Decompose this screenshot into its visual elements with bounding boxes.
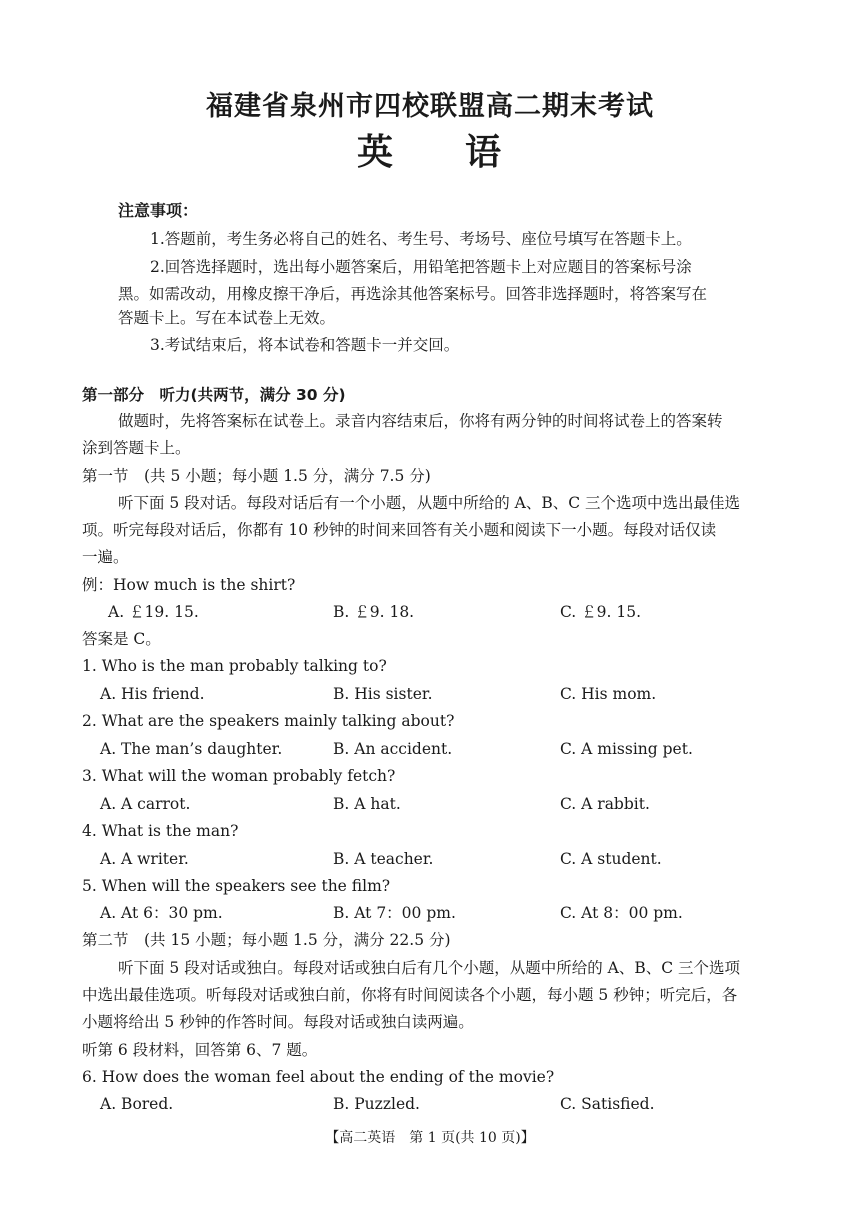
page-footer: 【高二英语 第 1 页(共 10 页)】 — [325, 1130, 535, 1146]
q6-option-b: B. Puzzled. — [333, 1095, 420, 1113]
q2-option-b: B. An accident. — [333, 740, 453, 758]
part1-intro-b: 涂到答题卡上。 — [82, 439, 191, 457]
q2-option-c: C. A missing pet. — [560, 740, 693, 758]
section2-intro-a: 听下面 5 段对话或独白。每段对话或独白后有几个小题，从题中所给的 A、B、C 三个选项 — [118, 959, 741, 977]
section1-intro-a: 听下面 5 段对话。每段对话后有一个小题，从题中所给的 A、B、C 三个选项中选出最佳选 — [118, 494, 741, 512]
q6-option-a: A. Bored. — [100, 1095, 174, 1113]
q1-option-c: C. His mom. — [560, 685, 657, 703]
notice-heading: 注意事项： — [118, 201, 199, 220]
subject-title — [0, 124, 860, 175]
q4-option-c: C. A student. — [560, 850, 662, 868]
subject-char-1: 英 — [356, 132, 395, 173]
q5-option-b: B. At 7：00 pm. — [333, 904, 456, 922]
section1-intro-b: 项。听完每段对话后，你都有 10 秒钟的时间来回答有关小题和阅读下一小题。每段对话仅读 — [82, 521, 717, 539]
q1-option-a: A. His friend. — [100, 685, 205, 703]
example-option-c: C. ￡9. 15. — [560, 603, 642, 621]
notice-item-3: 3.考试结束后，将本试卷和答题卡一并交回。 — [150, 336, 460, 354]
example-option-a: A. ￡19. 15. — [108, 603, 199, 621]
q3-option-a: A. A carrot. — [100, 795, 191, 813]
q3-option-c: C. A rabbit. — [560, 795, 650, 813]
section2-material: 听第 6 段材料，回答第 6、7 题。 — [82, 1041, 318, 1059]
example-answer: 答案是 C。 — [82, 630, 161, 648]
q6-option-c: C. Satisfied. — [560, 1095, 655, 1113]
section1-intro-c: 一遍。 — [82, 548, 129, 566]
question-5: 5. When will the speakers see the film? — [82, 877, 391, 895]
q3-option-b: B. A hat. — [333, 795, 401, 813]
q4-option-a: A. A writer. — [100, 850, 189, 868]
section1-heading: 第一节 (共 5 小题；每小题 1.5 分，满分 7.5 分) — [82, 467, 431, 485]
q1-option-b: B. His sister. — [333, 685, 433, 703]
question-6: 6. How does the woman feel about the ending of the movie? — [82, 1068, 555, 1086]
exam-title: 福建省泉州市四校联盟高二期末考试 — [206, 91, 654, 122]
question-3: 3. What will the woman probably fetch? — [82, 767, 396, 785]
section2-heading: 第二节 (共 15 小题；每小题 1.5 分，满分 22.5 分) — [82, 931, 451, 949]
part1-intro-a: 做题时，先将答案标在试卷上。录音内容结束后，你将有两分钟的时间将试卷上的答案转 — [118, 412, 723, 430]
q5-option-a: A. At 6：30 pm. — [100, 904, 223, 922]
question-1: 1. Who is the man probably talking to? — [82, 657, 387, 675]
notice-item-2b: 黑。如需改动，用橡皮擦干净后，再选涂其他答案标号。回答非选择题时，将答案写在 — [118, 285, 708, 303]
question-4: 4. What is the man? — [82, 822, 239, 840]
example-option-b: B. ￡9. 18. — [333, 603, 415, 621]
example-question: 例：How much is the shirt? — [82, 576, 296, 594]
notice-item-2c: 答题卡上。写在本试卷上无效。 — [118, 309, 336, 327]
q5-option-c: C. At 8：00 pm. — [560, 904, 683, 922]
notice-item-2a: 2.回答选择题时，选出每小题答案后，用铅笔把答题卡上对应题目的答案标号涂 — [150, 258, 692, 276]
subject-char-2: 语 — [465, 132, 504, 173]
q2-option-a: A. The man’s daughter. — [100, 740, 283, 758]
section2-intro-b: 中选出最佳选项。听每段对话或独白前，你将有时间阅读各个小题，每小题 5 秒钟；听完后，各 — [82, 986, 738, 1004]
part1-heading: 第一部分 听力(共两节，满分 30 分) — [82, 386, 346, 404]
question-2: 2. What are the speakers mainly talking about? — [82, 712, 455, 730]
section2-intro-c: 小题将给出 5 秒钟的作答时间。每段对话或独白读两遍。 — [82, 1013, 474, 1031]
notice-item-1: 1.答题前，考生务必将自己的姓名、考生号、考场号、座位号填写在答题卡上。 — [150, 230, 692, 248]
q4-option-b: B. A teacher. — [333, 850, 434, 868]
